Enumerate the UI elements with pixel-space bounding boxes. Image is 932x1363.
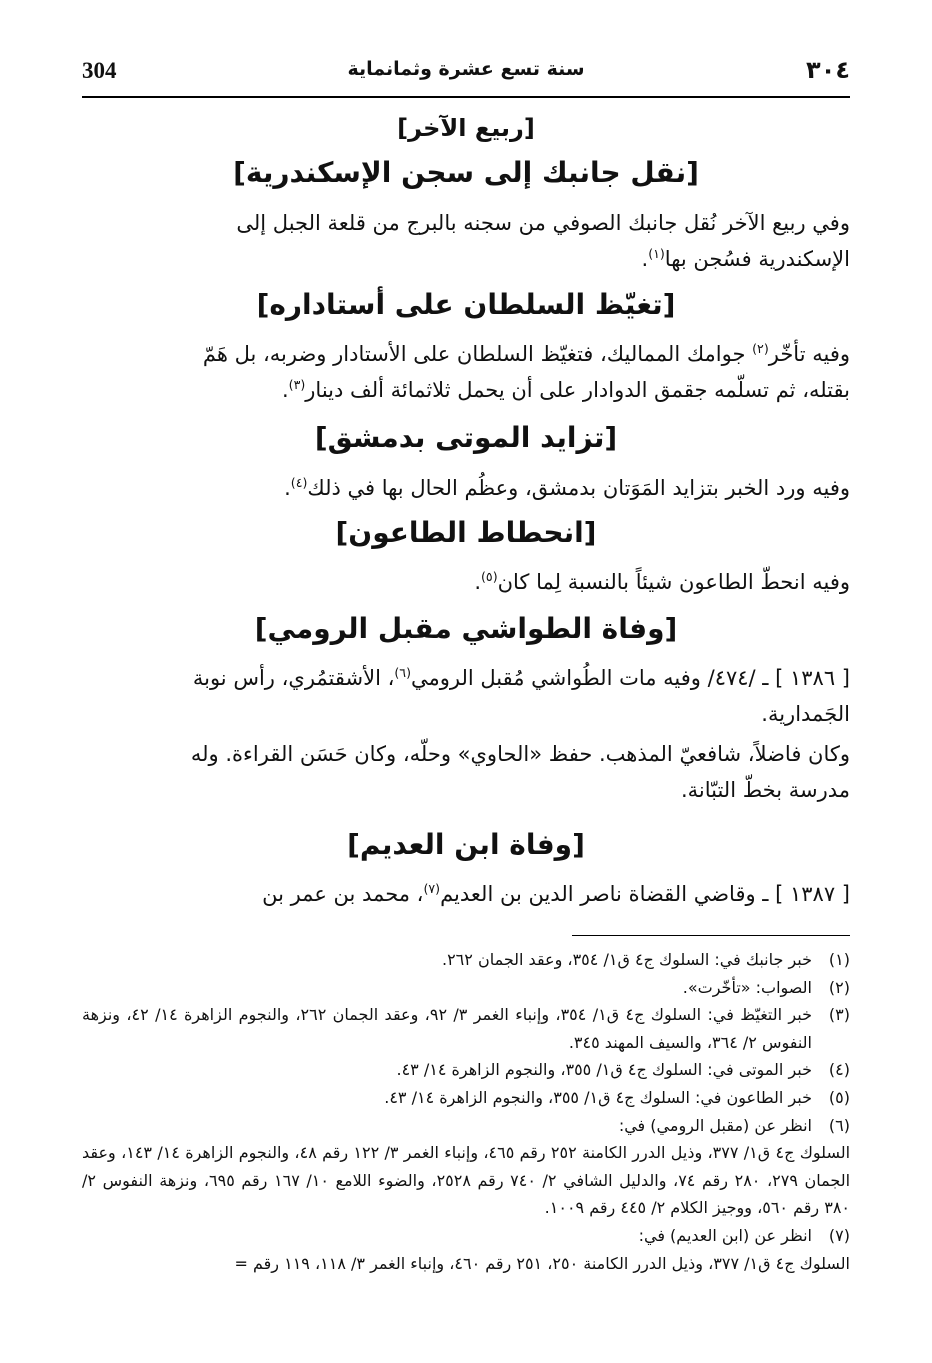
text-line: وكان فاضلاً، شافعيّ المذهب. حفظ «الحاوي» وحلّه، وكان حَسَن القراءة. وله	[190, 742, 850, 766]
paragraph-damascus-deaths	[82, 470, 850, 506]
footnote-ref: (٣)	[288, 377, 306, 392]
footnote	[82, 974, 850, 1002]
footnote-text: الصواب: «تأخّرت».	[682, 977, 812, 997]
text-line: الجَمدارية.	[761, 702, 850, 726]
footnote-ref: (٦)	[394, 665, 411, 680]
footnote	[82, 1222, 850, 1250]
footnote-text: خبر الطاعون في: السلوك ج٤ ق١/ ٣٥٥، والنجوم الزاهرة ١٤/ ٤٣.	[384, 1087, 812, 1107]
footnote-text: انظر عن (ابن العديم) في:	[638, 1225, 812, 1245]
footnote	[82, 1084, 850, 1112]
footnote	[82, 1001, 850, 1056]
month-heading: [ربيع الآخر]	[397, 114, 535, 142]
footnote-number: (٣)	[828, 1005, 850, 1025]
paragraph-muqbil-description	[82, 736, 850, 808]
text-line: وفيه انحطّ الطاعون شيئاً بالنسبة لِما كان$^{(٥)}$.	[474, 569, 850, 594]
text-line: وفيه تأخّر$^{(٢)}$ جوامك المماليك، فتغيّظ السلطان على الأستادار وضربه، بل هَمّ	[202, 341, 850, 366]
footnote-ref: (٧)	[423, 881, 441, 896]
footnote	[82, 1112, 850, 1140]
text-line: وفيه ورد الخبر بتزايد المَوَتان بدمشق، وعظُم الحال بها في ذلك$^{(٤)}$.	[284, 475, 850, 500]
footnote-number: (٧)	[828, 1225, 850, 1245]
footnote-text: خبر الموتى في: السلوك ج٤ ق١/ ٣٥٥، والنجوم الزاهرة ١٤/ ٤٣.	[396, 1060, 812, 1080]
footnote-number: (٢)	[828, 977, 850, 997]
footnote-number: (٦)	[828, 1115, 850, 1135]
paragraph-muqbil-death	[82, 660, 850, 732]
paragraph-plague-decline	[82, 564, 850, 600]
paragraph-ibn-aladim-death	[82, 876, 850, 912]
running-title: سنة تسع عشرة وثمانماية	[347, 58, 585, 80]
footnote-number: (٤)	[828, 1060, 850, 1080]
footnote-continuation: السلوك ج٤ ق١/ ٣٧٧، وذيل الدرر الكامنة ٢٥٢ رقم ٤٦٥، وإنباء الغمر ٣/ ١٢٢ رقم ٤٨، والنجوم الزاهرة ١٤/ ١٤٣، وعقد الجمان ٢٧٩، ٢٨٠ رقم ٧٤، والدليل الشافي ٢/ ٧٤٠ رقم ٢٥٢٨، والضوء اللامع ١٠/ ١٦٧ رقم ٦٩٥، ونزهة النفوس ٢/ ٣٨٠ رقم ٥٦٠، ووجيز الكلام ٢/ ٤٤٥ رقم ١٠٠٩.	[82, 1143, 851, 1218]
paragraph-jakmak-transfer	[82, 205, 850, 277]
footnote-ref: (٢)	[752, 341, 769, 356]
section-heading-plague-decline: [انحطاط الطاعون]	[335, 516, 597, 549]
footnote-text: خبر التغيّظ في: السلوك ج٤ ق١/ ٣٥٤، وإنباء الغمر ٣/ ٩٢، وعقد الجمان ٢٦٢، والنجوم الزاهرة ١٤/ ٤٢، ونزهة النفوس ٢/ ٣٦٤، والسيف المهند ٣٤٥.	[82, 1005, 812, 1052]
text-line: [ ١٣٨٧ ] ـ وقاضي القضاة ناصر الدين بن العديم$^{(٧)}$، محمد بن عمر بن	[262, 881, 850, 906]
text-line: وفي ربيع الآخر نُقل جانبك الصوفي من سجنه بالبرج من قلعة الجبل إلى	[236, 211, 850, 235]
text-line: الإسكندرية فسُجن بها$^{(١)}$.	[641, 246, 850, 271]
footnote-continuation: السلوك ج٤ ق١/ ٣٧٧، وذيل الدرر الكامنة ٢٥٠، ٢٥١ رقم ٤٦٠، وإنباء الغمر ٣/ ١١٨، ١١٩ رقم =	[234, 1253, 850, 1273]
page-header	[82, 58, 850, 94]
footnotes	[82, 946, 850, 1277]
footnote-ref: (٤)	[290, 475, 308, 490]
section-heading-sultan-anger: [تغيّظ السلطان على أستاداره]	[256, 288, 676, 321]
section-heading-damascus-deaths: [تزايد الموتى بدمشق]	[314, 421, 618, 454]
footnote-ref: (٥)	[481, 569, 498, 584]
footnote	[82, 1056, 850, 1084]
paragraph-sultan-anger	[82, 336, 850, 408]
text-line: بقتله، ثم تسلّمه جقمق الدوادار على أن يحمل ثلاثمائة ألف دينار$^{(٣)}$.	[281, 377, 850, 402]
page-number-arabic: ٣٠٤	[806, 56, 850, 84]
text-line: [ ١٣٨٦ ] ـ /٤٧٤/ وفيه مات الطُواشي مُقبل الرومي$^{(٦)}$، الأشقتمُري، رأس نوبة	[192, 665, 850, 690]
footnote-text: انظر عن (مقبل الرومي) في:	[618, 1115, 812, 1135]
text-line: مدرسة بخطّ التبّانة.	[680, 778, 850, 802]
footnote	[82, 946, 850, 974]
page-number-latin: 304	[82, 58, 117, 83]
footnote-number: (١)	[828, 950, 850, 969]
header-rule	[82, 96, 850, 98]
footnote-ref: (١)	[648, 246, 665, 261]
footnote-text: خبر جانبك في: السلوك ج٤ ق١/ ٣٥٤، وعقد الجمان ٢٦٢.	[441, 950, 812, 969]
section-heading-jakmak-transfer: [نقل جانبك إلى سجن الإسكندرية]	[233, 156, 699, 189]
footnote-rule	[572, 935, 850, 936]
section-heading-ibn-aladim-death: [وفاة ابن العديم]	[347, 828, 585, 861]
section-heading-muqbil-death: [وفاة الطواشي مقبل الرومي]	[254, 612, 678, 645]
footnote-number: (٥)	[828, 1087, 850, 1107]
